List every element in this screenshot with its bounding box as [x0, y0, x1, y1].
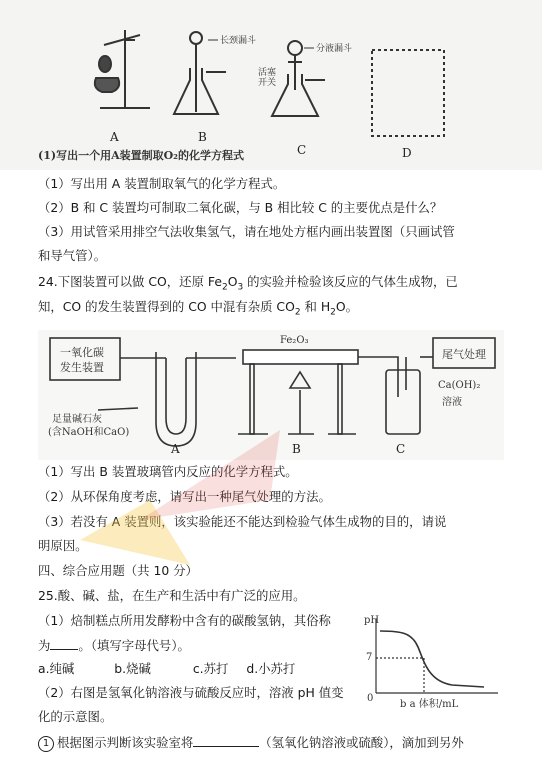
q24-part1: （1）写出 B 装置玻璃管内反应的化学方程式。: [38, 464, 298, 479]
tail-gas-label: 尾气处理: [442, 348, 486, 361]
q25-options: [38, 660, 295, 678]
q25-part2-line2: 化的示意图。: [38, 709, 113, 724]
q25-part1-line1: （1）焙制糕点所用发酵粉中含有的碳酸氢钠，其俗称: [38, 613, 331, 628]
option-a: a.纯碱: [38, 661, 75, 676]
apparatus-label-b: B: [198, 130, 207, 144]
q25-sub1: 1 根据图示判断该实验室将 （氢氧化钠溶液或硫酸），滴加到另外: [38, 734, 464, 752]
long-neck-funnel-label: 长颈漏斗: [220, 36, 257, 46]
answer-blank-2[interactable]: [193, 734, 259, 747]
limewater-label-line1: Ca(OH)₂: [438, 380, 481, 391]
fe2o3-label: Fe₂O₃: [280, 335, 309, 346]
q24-part3-line2: 明原因。: [38, 538, 88, 553]
cutoff-caption: (1)写出一个用A装置制取O₂的化学方程式: [38, 149, 244, 162]
q23-part3-line2: 和导气管）。: [38, 248, 107, 263]
ph-curve-graph: [362, 615, 502, 708]
valve-label: 活塞开关: [258, 68, 277, 88]
co-apparatus-drawing: [38, 330, 504, 460]
ph-x-label: b a 体积/mL: [400, 699, 459, 710]
ph-origin: 0: [367, 693, 374, 704]
q24-part2: （2）从环保角度考虑，请写出一种尾气处理的方法。: [38, 489, 331, 504]
circled-number: 1: [38, 736, 54, 752]
q24-part3-line1: （3）若没有 A 装置则，该实验能还不能达到检验气体生成物的目的，请说: [38, 514, 447, 529]
q24-intro-line2: 知，CO 的发生装置得到的 CO 中混有杂质 $CO_2$ 和 $H_2O$。: [38, 299, 359, 318]
answer-blank-1[interactable]: [50, 637, 78, 650]
q23-part2: （2）B 和 C 装置均可制取二氧化碳，与 B 相比较 C 的主要优点是什么？: [38, 200, 443, 215]
limewater-label-line2: 溶液: [442, 397, 462, 408]
option-c: c.苏打: [192, 661, 229, 676]
apparatus-label-c: C: [297, 143, 307, 157]
co-generator-label-line1: 一氧化碳: [60, 346, 104, 359]
co-apparatus-label-b: B: [292, 442, 301, 456]
ph-tick-7: 7: [366, 652, 373, 663]
figure-co-reduction-apparatus: [38, 330, 504, 460]
section-heading: 四、综合应用题（共 10 分）: [38, 563, 198, 578]
option-d: d.小苏打: [246, 661, 296, 676]
figure-apparatus-abcd: [0, 0, 542, 170]
co-apparatus-label-c: C: [396, 442, 406, 456]
q23-part3-line1: （3）用试管采用排空气法收集氢气，请在地处方框内画出装置图（只画试管: [38, 224, 455, 239]
co-apparatus-label-a: A: [171, 442, 180, 456]
option-b: b.烧碱: [114, 661, 151, 676]
q25-part2-line1: （2）右图是氢氧化钠溶液与硫酸反应时，溶液 pH 值变: [38, 685, 344, 700]
apparatus-label-a: A: [110, 130, 119, 144]
soda-lime-label-line1: 足量碱石灰: [52, 414, 102, 425]
ph-axis-label: pH: [364, 615, 380, 626]
q23-part1: （1）写出用 A 装置制取氧气的化学方程式。: [38, 176, 286, 191]
q25-intro: 25.酸、碱、盐，在生产和生活中有广泛的应用。: [38, 588, 306, 603]
separatory-funnel-label: 分液漏斗: [316, 44, 353, 54]
soda-lime-label-line2: (含NaOH和CaO): [48, 427, 130, 438]
q25-part1-line2: 为 。（填写字母代号）。: [38, 638, 190, 653]
co-generator-label-line2: 发生装置: [60, 361, 104, 374]
apparatus-label-d: D: [402, 146, 412, 160]
q24-intro-line1: 24.下图装置可以做 CO，还原 $Fe_2O_3$ 的实验并检验该反应的气体生成物，已: [38, 274, 458, 293]
